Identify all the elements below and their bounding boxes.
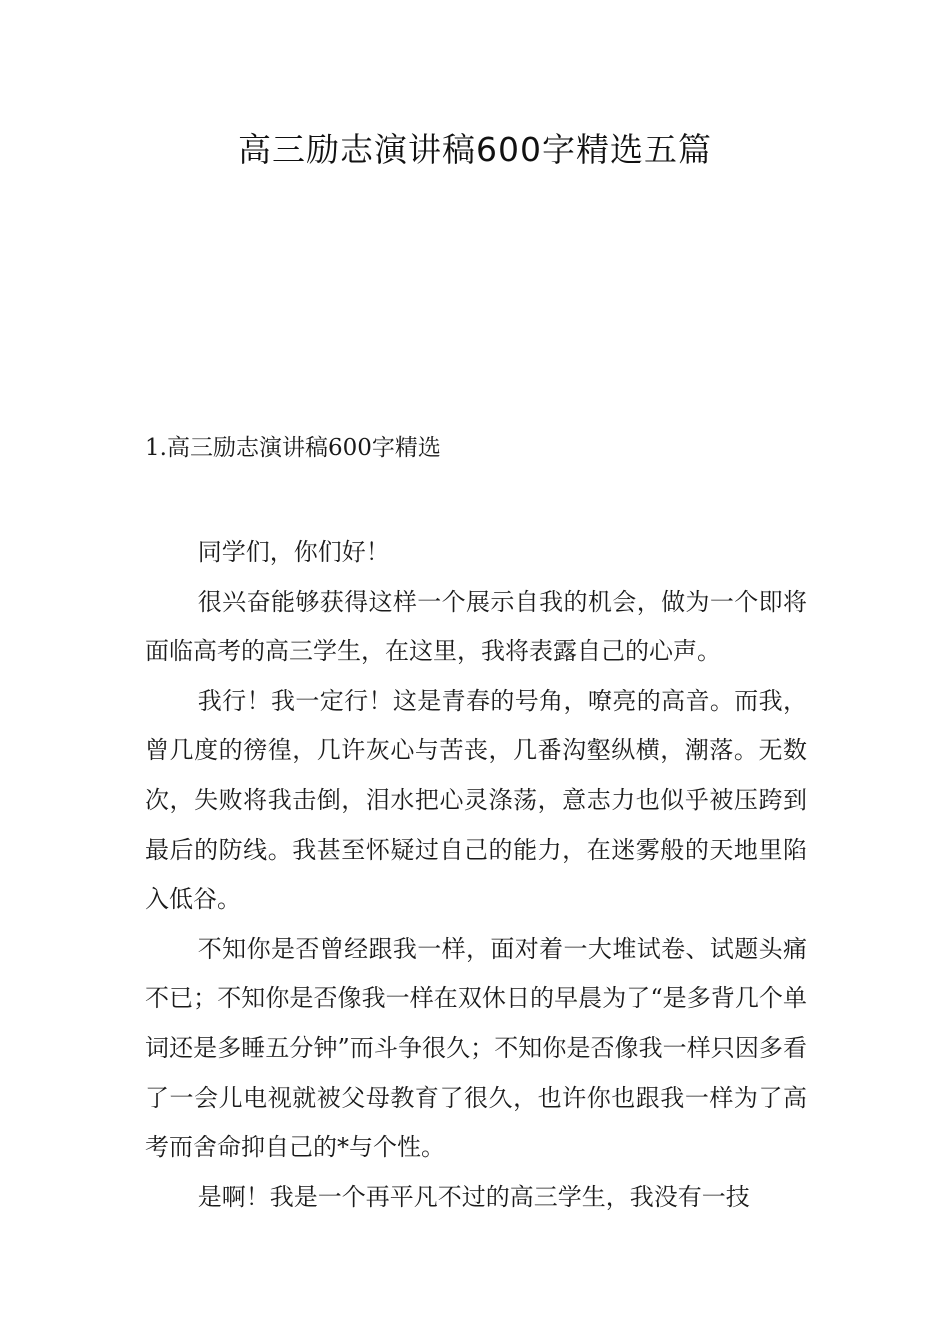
document-title: 高三励志演讲稿600字精选五篇 <box>238 130 712 169</box>
paragraph-greeting: 同学们，你们好！ <box>197 538 390 566</box>
paragraph: 我行！我一定行！这是青春的号角，嘹亮的高音。而我，曾几度的徬徨，几许灰心与苦丧，几番沟壑纵横，潮落。无数次，失败将我击倒，泪水把心灵涤荡，意志力也似乎被压跨到最后的防线。我甚至怀疑过自己的能力，在迷雾般的天地里陷入低谷。 <box>145 686 807 914</box>
section-heading: 1.高三励志演讲稿600字精选 <box>145 435 441 461</box>
paragraph: 是啊！我是一个再平凡不过的高三学生，我没有一技 <box>197 1182 750 1211</box>
paragraph: 不知你是否曾经跟我一样，面对着一大堆试卷、试题头痛不已；不知你是否像我一样在双休日的早晨为了“是多背几个单词还是多睡五分钟”而斗争很久；不知你是否像我一样只因多看了一会儿电视就被父母教育了很久，也许你也跟我一样为了高考而舍命抑自己的*与个性。 <box>145 934 807 1162</box>
body-text <box>145 528 807 1222</box>
paragraph: 很兴奋能够获得这样一个展示自我的机会，做为一个即将面临高考的高三学生，在这里，我将表露自己的心声。 <box>145 587 807 666</box>
